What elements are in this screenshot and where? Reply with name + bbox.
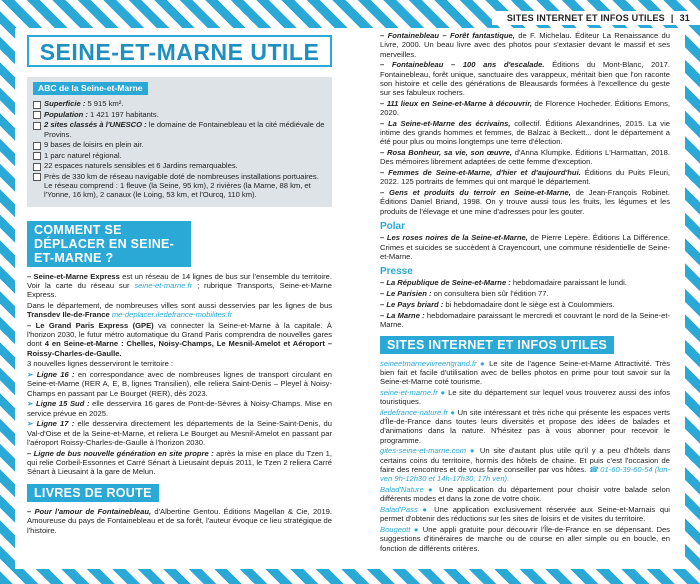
polar-title: Polar xyxy=(380,220,406,232)
abc-item: 1 parc naturel régional. xyxy=(33,151,326,160)
site-item: gites-seine-et-marne.com ● Un site d'autant plus utile qu'il y a peu d'hôtels dans certains coins du territoire, hormis des hôtels de chaine. Et puis c'est l'occasion de faire des rencontres et de vous faire conseiller par vos hôtes. ☎ 01-60-39-60-54 (lun-ven 9h-12h30 et 14h-17h30, 17h ven). xyxy=(380,446,670,484)
abc-item: Superficie : 5 915 km². xyxy=(33,99,326,108)
abc-item: Près de 330 km de réseau navigable doté de nombreuses installations portuaires. Le réseau comprend : 1 fleuve (la Seine, 95 km), 2 rivières (la Marne, 88 km, et l'Yonne, 16 km), 2 canaux (le Loing, 53 km, et l'Ourcq, 110 km). xyxy=(33,172,326,200)
running-header xyxy=(492,11,700,25)
book-item: – 111 lieux en Seine-et-Marne à découvrir, de Florence Hocheder. Éditions Emons, 2020. xyxy=(380,98,671,118)
book-item: – Femmes de Seine-et-Marne, d'hier et d'aujourd'hui. Éditions du Puits Fleuri, 2022. 125 portraits de femmes qui ont marqué le département. xyxy=(380,168,670,187)
page-number: 31 xyxy=(679,13,690,23)
presse-title: Presse xyxy=(380,266,413,278)
arrow-icon: ➢ xyxy=(27,419,34,429)
abc-item: 9 bases de loisirs en plein air. xyxy=(33,140,326,149)
abc-list xyxy=(33,99,326,199)
arrow-icon: ➢ xyxy=(27,399,34,409)
paragraph: ➢ Ligne 16 : en correspondance avec de nombreuses lignes de transport circulant en Seine-et-Marne (RER A, E, B, lignes Transilien), elle reliera Saint-Denis – Pleyel à Noisy-Champs en passant par Le Bourget (RER), dès 2023. xyxy=(27,370,332,398)
app-link-3[interactable]: Bougeott xyxy=(380,524,411,534)
paragraph: 3 nouvelles lignes desserviront le territoire : xyxy=(27,359,174,369)
paragraph: – Ligne de bus nouvelle génération en site propre : après la mise en place du Tzen 1, qui relie Corbeil-Essonnes et Carré Sénart à Lieusaint depuis 2011, le Tzen 2 reliera Carré Sénart à Lieusaint à la gare de Melun. xyxy=(27,448,332,477)
paragraph: – Le Grand Paris Express (GPE) va connecter la Seine-et-Marne à la capitale. À l'horizon 2030, le futur métro automatique du Grand Paris comprendra de nouvelles gares dont 4 en Seine-et-Marne : Chelles, Noisy-Champs, Le Mesnil-Amelot et Aéroport – Roissy-Charles-de-Gaulle. xyxy=(27,320,333,358)
transport-section-title: COMMENT SE DÉPLACER EN SEINE-ET-MARNE ? xyxy=(27,221,191,267)
book-item: – Fontainebleau – Forêt fantastique, de F. Michelau. Éditeur La Renaissance du Livre, 2000. Un beau livre avec des photos pour s'extasier devant le massif et ses merveilles. xyxy=(380,31,670,59)
page-title: SEINE-ET-MARNE UTILE xyxy=(27,35,332,67)
book-item: – Fontainebleau – 100 ans d'escalade. Éditions du Mont-Blanc, 2017. Fontainebleau, forêt unique, sanctuaire des varappeux, méritait bien que l'on raconte son histoire et celle des générations de Bleausards formées à l'excellence du geste sur ses fabuleux rochers. xyxy=(380,60,670,98)
paragraph: Dans le département, de nombreuses villes sont aussi desservies par les lignes de bus Transdev Ile-de-France me-deplacer.iledefrance-mobilites.fr xyxy=(27,300,332,320)
paragraph: ➢ Ligne 17 : elle desservira directement les départements de la Seine-Saint-Denis, du Val-d'Oise et de la Seine-et-Marne, et reliera Le Bourget au Mesnil-Amelot en passant par l'aéroport Roissy-Charles-de-Gaulle à l'horizon 2030. xyxy=(27,419,332,447)
abc-box xyxy=(27,77,332,207)
site-item: Balad'Pass ● Une application exclusivement réservée aux Seine-et-Marnais qui permet d'obtenir des réductions sur les sites de loisirs et de visites du territoire. xyxy=(380,504,670,524)
paragraph: – Seine-et-Marne Express est un réseau de 14 lignes de bus sur l'ensemble du territoire. Voir la carte du réseau sur seine-et-marne.fr ; rubrique Transports, Seine-et-Marne Express. xyxy=(27,271,332,300)
book-item: – Rosa Bonheur, sa vie, son œuvre, d'Anna Klumpke. Éditions L'Harmattan, 2018. Des mémoires librement adaptées de cette femme d'exception. xyxy=(380,148,670,167)
sites-section-title: SITES INTERNET ET INFOS UTILES xyxy=(380,336,614,354)
presse-item: – Le Parisien : on consultera bien sûr l'édition 77. xyxy=(380,289,549,299)
abc-item: 22 espaces naturels sensibles et 6 Jardins remarquables. xyxy=(33,161,326,170)
site-item: Bougeott ● Une appli gratuite pour découvrir l'Île-de-France en se dépensant. Des suggestions d'itinéraires de marche ou de course en aller simple ou en boucle, en fonction de différents critères. xyxy=(380,524,670,553)
abc-title: ABC de la Seine-et-Marne xyxy=(33,82,148,95)
site-link-2[interactable]: seine-et-marne.fr xyxy=(380,387,438,397)
presse-item: – Le Pays briard : bi hebdomadaire dont le siège est à Coulommiers. xyxy=(380,299,615,309)
seine-et-marne-link[interactable]: seine-et-marne.fr xyxy=(134,280,193,290)
site-item: Balad'Nature ● Une application du département pour choisir votre balade selon différents modes et dans la zone de votre choix. xyxy=(380,484,670,504)
books-section-title: LIVRES DE ROUTE xyxy=(27,484,159,502)
paragraph: ➢ Ligne 15 Sud : elle desservira 16 gares de Pont-de-Sèvres à Noisy-Champs. Mise en service prévue en 2025. xyxy=(27,399,332,418)
right-column xyxy=(380,31,670,554)
abc-item: 2 sites classés à l'UNESCO : le domaine de Fontainebleau et la cité médiévale de Provins. xyxy=(33,120,326,139)
site-link-1[interactable]: seineetmarnevivreengrand.fr xyxy=(380,358,477,368)
site-link-3[interactable]: iledefrance-nature.fr xyxy=(380,407,448,417)
app-link-2[interactable]: Balad'Pass xyxy=(380,504,418,514)
presse-item: – La Marne : hebdomadaire paraissant le mercredi et couvrant le nord de la Seine-et-Marne. xyxy=(380,310,671,329)
app-link-1[interactable]: Balad'Nature xyxy=(380,484,424,494)
header-separator: | xyxy=(670,13,674,23)
left-column xyxy=(27,35,332,536)
phone-number: ☎ 01-60-39-60-54 (lun-ven 9h-12h30 et 14h-17h30, 17h ven). xyxy=(380,464,670,484)
site-link-4[interactable]: gites-seine-et-marne.com xyxy=(380,446,467,456)
site-item: seineetmarnevivreengrand.fr ● Le site de l'agence Seine-et-Marne Attractivité. Très bien fait et facile d'utilisation avec de belles photos en prime pour tout savoir sur la Seine-et-Marne coté tourisme. xyxy=(380,358,670,387)
presse-item: – La République de Seine-et-Marne : hebdomadaire paraissant le lundi. xyxy=(380,278,627,288)
site-item: iledefrance-nature.fr ● Un site intéressant et très riche qui présente les espaces verts d'Île-de-France dans toutes leurs diversités et propose des idées de balades et d'animations dans la nature. N'hésitez pas à vous abonner pour recevoir le programme. xyxy=(380,407,670,445)
polar-item: – Les roses noires de la Seine-et-Marne, de Pierre Lepère. Éditions La Différence. Crimes et suicides se succèdent à Crayencourt, une commune résidentielle de Seine-et-Marne. xyxy=(380,233,670,261)
mobilites-link[interactable]: me-deplacer.iledefrance-mobilites.fr xyxy=(111,310,233,320)
site-item: seine-et-marne.fr ● Le site du département sur lequel vous trouverez aussi des infos touristiques. xyxy=(380,387,670,407)
page xyxy=(15,28,685,569)
arrow-icon: ➢ xyxy=(27,370,34,380)
paragraph: – Pour l'amour de Fontainebleau, d'Albertine Gentou. Éditions Magellan & Cie, 2019. Amoureuse du pays de Fontainebleau et de sa forêt, l'auteur évoque ce lieu stratégique de l'histoire. xyxy=(27,506,332,535)
book-item: – Gens et produits du terroir en Seine-et-Marne, de Jean-François Robinet. Éditions Daniel Briand, 1998. On y trouve aussi tous les fruits, les légumes et les produits de l'élevage et une mine d'adresses pour les gouter. xyxy=(380,188,670,216)
abc-item: Population : 1 421 197 habitants. xyxy=(33,110,326,119)
running-header-title: SITES INTERNET ET INFOS UTILES xyxy=(506,13,665,23)
book-item: – La Seine-et-Marne des écrivains, collectif. Éditions Alexandrines, 2015. La vie intime des grands hommes et femmes, de Balzac à Beckett... dont le département a été pour plus ou moins longtemps une terre d'élection. xyxy=(380,118,670,147)
